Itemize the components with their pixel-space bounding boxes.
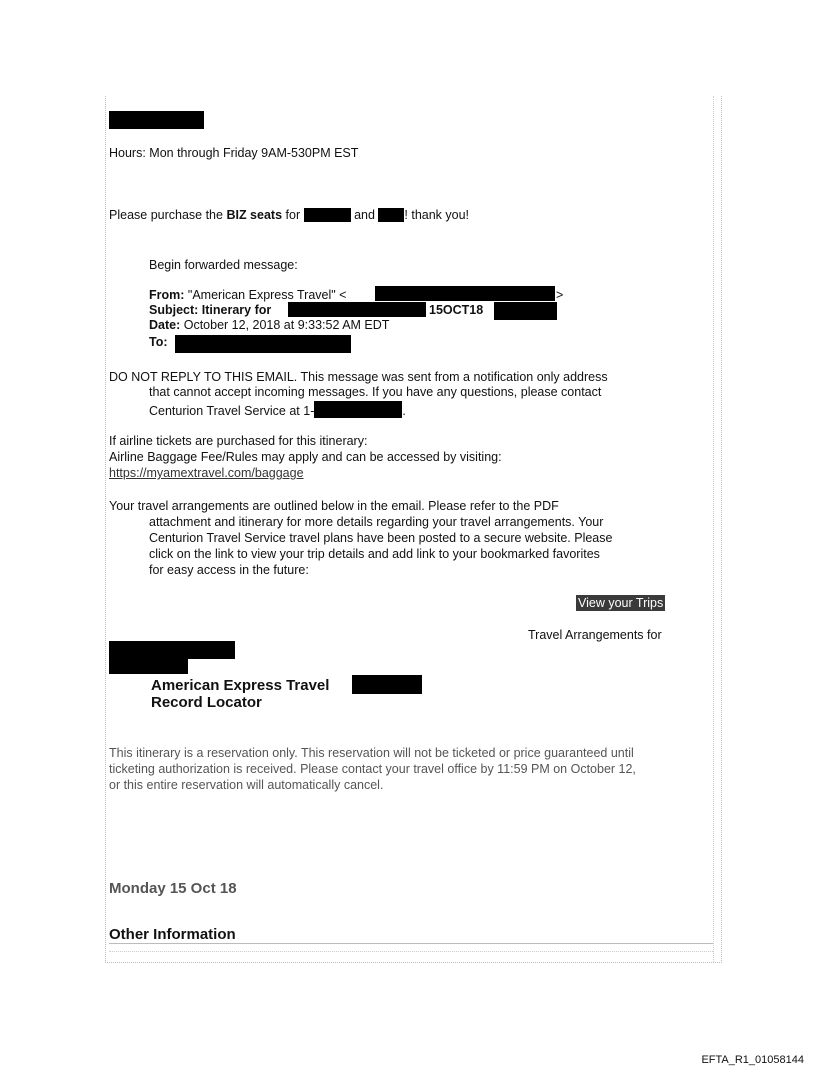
redaction-block bbox=[109, 641, 235, 659]
date-label: Date: bbox=[149, 318, 181, 332]
notice-line-3-post: . bbox=[402, 404, 406, 418]
date-value: October 12, 2018 at 9:33:52 AM EDT bbox=[180, 318, 390, 332]
request-post: ! thank you! bbox=[404, 208, 470, 222]
redaction-block bbox=[352, 675, 422, 694]
notice-line-3-pre: Centurion Travel Service at 1- bbox=[149, 404, 315, 418]
record-line-2: Record Locator bbox=[151, 694, 262, 711]
frame-divider-bottom bbox=[109, 951, 713, 952]
travel-arrangements-for: Travel Arrangements for bbox=[528, 628, 662, 642]
baggage-link-wrap bbox=[109, 466, 304, 481]
redaction-block bbox=[494, 302, 557, 320]
request-pre: Please purchase the bbox=[109, 208, 227, 222]
request-mid1: for bbox=[282, 208, 304, 222]
redaction-block bbox=[175, 335, 351, 353]
notice-line-2: that cannot accept incoming messages. If you have any questions, please contact bbox=[149, 385, 602, 399]
reservation-line-1: This itinerary is a reservation only. This reservation will not be ticketed or price guaranteed until bbox=[109, 746, 634, 760]
view-trips-button[interactable]: View your Trips bbox=[578, 596, 664, 610]
redaction-block bbox=[304, 208, 351, 222]
baggage-link[interactable]: https://myamextravel.com/baggage bbox=[109, 466, 304, 480]
forward-intro: Begin forwarded message: bbox=[149, 258, 298, 272]
frame-divider bbox=[713, 96, 714, 962]
request-mid2: and bbox=[350, 208, 379, 222]
redaction-block bbox=[314, 401, 402, 418]
redaction-block bbox=[378, 208, 404, 222]
request-bold: BIZ seats bbox=[226, 208, 283, 222]
document-id: EFTA_R1_01058144 bbox=[701, 1054, 804, 1066]
from-line bbox=[149, 288, 346, 303]
baggage-line-1: If airline tickets are purchased for this itinerary: bbox=[109, 434, 368, 448]
date-heading: Monday 15 Oct 18 bbox=[109, 880, 237, 897]
redaction-block bbox=[375, 286, 555, 301]
reservation-line-2: ticketing authorization is received. Please contact your travel office by 11:59 PM on October 12, bbox=[109, 762, 636, 776]
arrangements-line-5: for easy access in the future: bbox=[149, 563, 309, 577]
subject-label: Subject: Itinerary for bbox=[149, 303, 272, 317]
purchase-request bbox=[109, 208, 469, 223]
other-information-heading: Other Information bbox=[109, 926, 236, 943]
arrangements-line-1: Your travel arrangements are outlined below in the email. Please refer to the PDF bbox=[109, 499, 559, 513]
arrangements-line-2: attachment and itinerary for more details regarding your travel arrangements. Your bbox=[149, 515, 604, 529]
from-close: > bbox=[556, 288, 564, 302]
reservation-line-3: or this entire reservation will automatically cancel. bbox=[109, 778, 384, 792]
to-label: To: bbox=[149, 335, 168, 349]
notice-line-1: DO NOT REPLY TO THIS EMAIL. This message was sent from a notification only address bbox=[109, 370, 608, 384]
date-line bbox=[149, 318, 389, 333]
arrangements-line-3: Centurion Travel Service travel plans have been posted to a secure website. Please bbox=[149, 531, 613, 545]
redaction-block bbox=[109, 111, 204, 129]
subject-code: 15OCT18 bbox=[429, 303, 484, 317]
section-divider bbox=[109, 943, 713, 944]
hours-text: Hours: Mon through Friday 9AM-530PM EST bbox=[109, 146, 359, 160]
redaction-block bbox=[288, 302, 426, 317]
redaction-block bbox=[109, 658, 188, 674]
arrangements-line-4: click on the link to view your trip details and add link to your bookmarked favorites bbox=[149, 547, 600, 561]
from-value: "American Express Travel" < bbox=[184, 288, 347, 302]
from-label: From: bbox=[149, 288, 185, 302]
baggage-line-2: Airline Baggage Fee/Rules may apply and can be accessed by visiting: bbox=[109, 450, 502, 464]
record-line-1: American Express Travel bbox=[151, 677, 330, 694]
notice-line-3 bbox=[149, 401, 406, 419]
